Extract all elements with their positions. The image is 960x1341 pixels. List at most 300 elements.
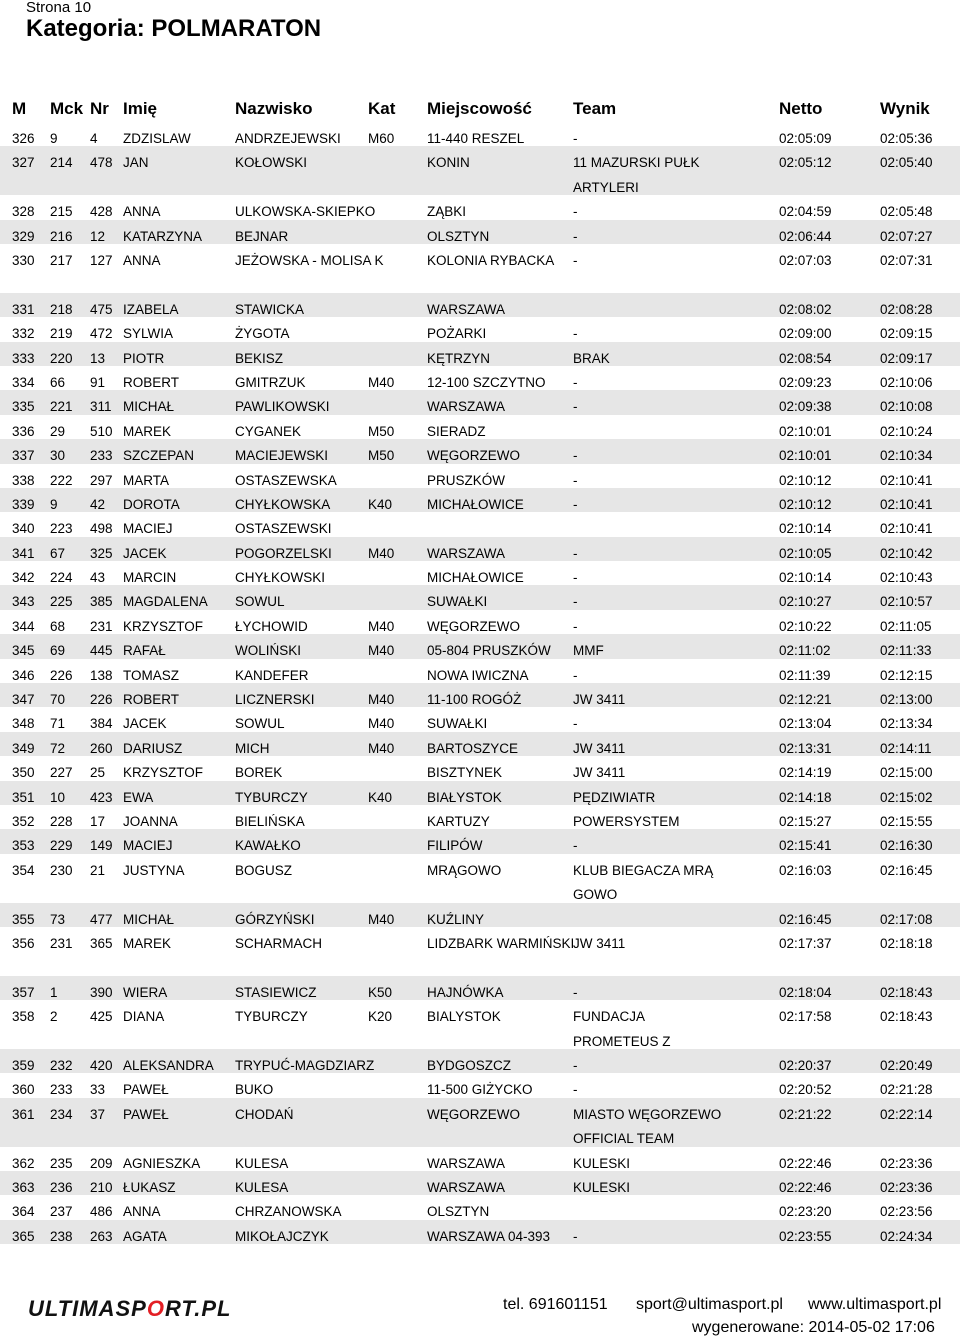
cell-wynik: 02:21:28 [880, 1082, 933, 1098]
cell-team: JW 3411 [573, 935, 626, 951]
cell-miejscowosc: BISZTYNEK [427, 765, 503, 781]
cell-m: 354 [12, 862, 35, 878]
cell-imie: KRZYSZTOF [123, 618, 204, 634]
table-row [0, 293, 960, 317]
cell-team: - [573, 228, 578, 244]
cell-mck: 228 [50, 813, 73, 829]
cell-wynik: 02:18:43 [880, 1009, 933, 1025]
table-row [0, 464, 960, 488]
cell-nr: 127 [90, 252, 113, 268]
cell-netto: 02:15:41 [779, 838, 832, 854]
cell-miejscowosc: 11-500 GIŻYCKO [427, 1082, 533, 1098]
cell-mck: 220 [50, 350, 73, 366]
cell-miejscowosc: BIALYSTOK [427, 1009, 501, 1025]
cell-imie: AGNIESZKA [123, 1155, 201, 1171]
cell-imie: MICHAŁ [123, 911, 175, 927]
cell-wynik: 02:10:24 [880, 423, 933, 439]
cell-nazwisko: BOGUSZ [235, 862, 293, 878]
cell-netto: 02:09:23 [779, 374, 832, 390]
cell-wynik: 02:18:43 [880, 984, 933, 1000]
cell-wynik: 02:08:28 [880, 301, 933, 317]
table-row [0, 1220, 960, 1244]
cell-miejscowosc: BARTOSZYCE [427, 740, 519, 756]
cell-wynik: 02:11:33 [880, 643, 932, 659]
cell-netto: 02:20:37 [779, 1057, 832, 1073]
cell-imie: ROBERT [123, 374, 180, 390]
cell-imie: DOROTA [123, 496, 180, 512]
cell-miejscowosc: MICHAŁOWICE [427, 496, 524, 512]
ultimasport-logo: ULTIMASPORT.PL [28, 1296, 232, 1321]
cell-kat: M50 [368, 448, 395, 464]
cell-nazwisko: LICZNERSKI [235, 692, 315, 708]
col-header-netto: Netto [779, 99, 823, 118]
cell-wynik: 02:10:41 [880, 496, 933, 512]
cell-m: 339 [12, 496, 35, 512]
cell-nr: 263 [90, 1228, 113, 1244]
cell-imie: MICHAŁ [123, 399, 175, 415]
cell-wynik: 02:10:06 [880, 374, 933, 390]
cell-m: 359 [12, 1057, 35, 1073]
cell-netto: 02:09:00 [779, 326, 832, 342]
cell-miejscowosc: POŻARKI [427, 326, 487, 342]
cell-miejscowosc: 11-440 RESZEL [427, 131, 525, 146]
cell-nazwisko: BIELIŃSKA [235, 813, 305, 829]
cell-nr: 478 [90, 155, 113, 171]
cell-nr: 498 [90, 521, 113, 537]
table-row [0, 244, 960, 293]
cell-netto: 02:04:59 [779, 204, 832, 220]
cell-mck: 68 [50, 618, 66, 634]
cell-nr: 149 [90, 838, 113, 854]
cell-team: MIASTO WĘGORZEWO OFFICIAL TEAM [573, 1106, 722, 1147]
cell-m: 333 [12, 350, 35, 366]
page-number: Strona 10 [26, 0, 92, 16]
col-header-kat: Kat [368, 99, 396, 118]
cell-imie: MAREK [123, 423, 172, 439]
cell-imie: JACEK [123, 716, 167, 732]
cell-team: FUNDACJA PROMETEUS Z [573, 1009, 671, 1049]
table-row [0, 488, 960, 512]
cell-wynik: 02:20:49 [880, 1057, 933, 1073]
cell-netto: 02:10:14 [779, 521, 832, 537]
cell-team: JW 3411 [573, 765, 626, 781]
cell-netto: 02:13:04 [779, 716, 832, 732]
cell-nazwisko: TYBURCZY [235, 1009, 308, 1025]
cell-miejscowosc: BIAŁYSTOK [427, 789, 502, 805]
cell-mck: 235 [50, 1155, 73, 1171]
cell-team: 11 MAZURSKI PUŁK ARTYLERI [573, 155, 700, 195]
cell-wynik: 02:07:27 [880, 228, 933, 244]
cell-m: 337 [12, 448, 35, 464]
cell-mck: 217 [50, 252, 73, 268]
cell-imie: PAWEŁ [123, 1106, 169, 1122]
cell-nazwisko: CYGANEK [235, 423, 302, 439]
cell-mck: 231 [50, 935, 73, 951]
cell-netto: 02:10:12 [779, 496, 832, 512]
cell-imie: JACEK [123, 545, 167, 561]
cell-mck: 238 [50, 1228, 73, 1244]
results-table [0, 122, 960, 1244]
cell-wynik: 02:23:56 [880, 1204, 933, 1220]
cell-m: 364 [12, 1204, 35, 1220]
page-title: Kategoria: POLMARATON [26, 15, 322, 42]
cell-netto: 02:06:44 [779, 228, 832, 244]
website-link[interactable]: www.ultimasport.pl [808, 1296, 942, 1313]
table-row [0, 122, 960, 146]
cell-miejscowosc: WARSZAWA [427, 301, 505, 317]
col-header-m: M [12, 99, 27, 118]
cell-mck: 233 [50, 1082, 73, 1098]
cell-netto: 02:10:27 [779, 594, 832, 610]
cell-imie: KATARZYNA [123, 228, 203, 244]
cell-imie: ANNA [123, 1204, 161, 1220]
cell-miejscowosc: FILIPÓW [427, 838, 483, 854]
cell-mck: 69 [50, 643, 66, 659]
cell-m: 331 [12, 301, 35, 317]
cell-kat: M40 [368, 545, 395, 561]
cell-netto: 02:14:19 [779, 765, 832, 781]
cell-wynik: 02:13:34 [880, 716, 933, 732]
cell-mck: 227 [50, 765, 73, 781]
cell-mck: 2 [50, 1009, 58, 1025]
cell-nazwisko: KAWAŁKO [235, 838, 301, 854]
phone-text: tel. 691601151 [503, 1296, 608, 1313]
table-row [0, 927, 960, 976]
cell-m: 357 [12, 984, 35, 1000]
cell-mck: 230 [50, 862, 73, 878]
cell-team: - [573, 448, 578, 464]
cell-nr: 475 [90, 301, 113, 317]
cell-wynik: 02:23:36 [880, 1179, 933, 1195]
cell-mck: 215 [50, 204, 73, 220]
cell-nr: 385 [90, 594, 113, 610]
cell-nazwisko: CHYŁKOWSKI [235, 570, 326, 586]
cell-m: 363 [12, 1179, 35, 1195]
cell-imie: IZABELA [123, 301, 179, 317]
cell-netto: 02:21:22 [779, 1106, 832, 1122]
cell-nr: 138 [90, 667, 113, 683]
cell-m: 362 [12, 1155, 35, 1171]
table-row [0, 903, 960, 927]
cell-imie: MACIEJ [123, 838, 173, 854]
cell-nazwisko: ULKOWSKA-SKIEPKO [235, 204, 376, 220]
cell-imie: JOANNA [123, 813, 178, 829]
cell-nazwisko: BOREK [235, 765, 283, 781]
cell-mck: 224 [50, 570, 73, 586]
cell-miejscowosc: WARSZAWA [427, 1155, 505, 1171]
cell-m: 345 [12, 643, 35, 659]
cell-imie: EWA [123, 789, 154, 805]
cell-netto: 02:11:39 [779, 667, 831, 683]
cell-miejscowosc: KOLONIA RYBACKA [427, 252, 555, 268]
cell-mck: 10 [50, 789, 66, 805]
cell-miejscowosc: KĘTRZYN [427, 350, 491, 366]
cell-netto: 02:16:45 [779, 911, 832, 927]
cell-miejscowosc: WARSZAWA [427, 545, 505, 561]
cell-imie: ANNA [123, 252, 161, 268]
table-row [0, 1000, 960, 1049]
cell-m: 358 [12, 1009, 35, 1025]
cell-netto: 02:18:04 [779, 984, 832, 1000]
cell-nazwisko: KOŁOWSKI [235, 155, 308, 171]
cell-imie: WIERA [123, 984, 168, 1000]
table-row [0, 537, 960, 561]
cell-m: 328 [12, 204, 35, 220]
cell-wynik: 02:14:11 [880, 740, 932, 756]
cell-team: - [573, 326, 578, 342]
cell-mck: 222 [50, 472, 73, 488]
cell-m: 341 [12, 545, 35, 561]
cell-nazwisko: CHYŁKOWSKA [235, 496, 331, 512]
cell-miejscowosc: KUŹLINY [427, 911, 485, 927]
table-row [0, 512, 960, 536]
cell-nr: 420 [90, 1057, 113, 1073]
cell-mck: 236 [50, 1179, 73, 1195]
cell-team: BRAK [573, 350, 610, 366]
table-row [0, 561, 960, 585]
cell-netto: 02:10:01 [779, 448, 832, 464]
cell-nazwisko: GÓRZYŃSKI [235, 911, 315, 927]
cell-wynik: 02:05:40 [880, 155, 933, 171]
cell-miejscowosc: OLSZTYN [427, 1204, 490, 1220]
cell-netto: 02:14:18 [779, 789, 832, 805]
cell-mck: 234 [50, 1106, 73, 1122]
cell-netto: 02:13:31 [779, 740, 832, 756]
cell-m: 344 [12, 618, 35, 634]
cell-wynik: 02:09:15 [880, 326, 933, 342]
cell-netto: 02:05:12 [779, 155, 832, 171]
cell-team: KLUB BIEGACZA MRĄ GOWO [573, 862, 714, 903]
cell-wynik: 02:22:14 [880, 1106, 933, 1122]
cell-team: - [573, 667, 578, 683]
cell-mck: 218 [50, 301, 73, 317]
cell-imie: SYLWIA [123, 326, 174, 342]
cell-kat: K20 [368, 1009, 393, 1025]
cell-m: 334 [12, 374, 35, 390]
cell-miejscowosc: WĘGORZEWO [427, 1106, 520, 1122]
cell-miejscowosc: SIERADZ [427, 423, 486, 439]
cell-mck: 29 [50, 423, 66, 439]
table-row [0, 1098, 960, 1147]
cell-imie: ŁUKASZ [123, 1179, 176, 1195]
cell-netto: 02:10:12 [779, 472, 832, 488]
cell-mck: 226 [50, 667, 73, 683]
cell-nazwisko: OSTASZEWSKA [235, 472, 337, 488]
cell-miejscowosc: HAJNÓWKA [427, 984, 504, 1000]
cell-imie: ANNA [123, 204, 161, 220]
cell-imie: ALEKSANDRA [123, 1057, 214, 1073]
cell-team: - [573, 399, 578, 415]
cell-miejscowosc: ZĄBKI [427, 204, 467, 220]
table-row [0, 707, 960, 731]
cell-kat: M40 [368, 911, 395, 927]
cell-nr: 445 [90, 643, 113, 659]
cell-mck: 229 [50, 838, 73, 854]
cell-nr: 365 [90, 935, 113, 951]
cell-nr: 510 [90, 423, 113, 439]
cell-mck: 9 [50, 496, 58, 512]
cell-mck: 219 [50, 326, 73, 342]
cell-nr: 43 [90, 570, 106, 586]
table-row [0, 829, 960, 853]
table-row [0, 220, 960, 244]
table-row [0, 1049, 960, 1073]
cell-miejscowosc: SUWAŁKI [427, 594, 488, 610]
table-row [0, 683, 960, 707]
email-link[interactable]: sport@ultimasport.pl [636, 1296, 783, 1313]
col-header-nazwisko: Nazwisko [235, 99, 313, 118]
cell-nr: 472 [90, 326, 113, 342]
cell-kat: M40 [368, 643, 395, 659]
cell-netto: 02:10:14 [779, 570, 832, 586]
cell-mck: 70 [50, 692, 66, 708]
cell-wynik: 02:17:08 [880, 911, 933, 927]
cell-nazwisko: GMITRZUK [235, 374, 306, 390]
cell-miejscowosc: SUWAŁKI [427, 716, 488, 732]
cell-m: 338 [12, 472, 35, 488]
cell-imie: MACIEJ [123, 521, 173, 537]
cell-nr: 325 [90, 545, 113, 561]
cell-mck: 232 [50, 1057, 73, 1073]
cell-nazwisko: BUKO [235, 1082, 274, 1098]
cell-team: - [573, 570, 578, 586]
col-header-mck: Mck [50, 99, 84, 118]
cell-netto: 02:08:02 [779, 301, 832, 317]
cell-m: 343 [12, 594, 35, 610]
cell-netto: 02:16:03 [779, 862, 832, 878]
cell-nazwisko: KULESA [235, 1179, 289, 1195]
cell-imie: SZCZEPAN [123, 448, 195, 464]
cell-netto: 02:08:54 [779, 350, 832, 366]
table-row [0, 756, 960, 780]
cell-nazwisko: BEJNAR [235, 228, 289, 244]
cell-m: 347 [12, 692, 35, 708]
cell-m: 365 [12, 1228, 35, 1244]
cell-nr: 233 [90, 448, 113, 464]
cell-wynik: 02:15:00 [880, 765, 933, 781]
cell-imie: DIANA [123, 1009, 165, 1025]
cell-miejscowosc: 12-100 SZCZYTNO [427, 374, 546, 390]
cell-kat: M40 [368, 374, 395, 390]
cell-kat: M40 [368, 618, 395, 634]
cell-wynik: 02:15:55 [880, 813, 933, 829]
col-header-imie: Imię [123, 99, 158, 118]
cell-nazwisko: SCHARMACH [235, 935, 323, 951]
cell-team: - [573, 131, 578, 146]
cell-netto: 02:11:02 [779, 643, 831, 659]
cell-imie: MAGDALENA [123, 594, 208, 610]
cell-imie: PIOTR [123, 350, 165, 366]
cell-mck: 66 [50, 374, 66, 390]
cell-netto: 02:23:20 [779, 1204, 832, 1220]
cell-nr: 25 [90, 765, 106, 781]
cell-m: 329 [12, 228, 35, 244]
table-row [0, 634, 960, 658]
cell-nazwisko: ŻYGOTA [235, 326, 290, 342]
cell-team: MMF [573, 643, 604, 659]
cell-team: - [573, 496, 578, 512]
cell-kat: M60 [368, 131, 395, 146]
cell-kat: M50 [368, 423, 395, 439]
cell-m: 342 [12, 570, 35, 586]
cell-netto: 02:05:09 [779, 131, 832, 146]
cell-netto: 02:07:03 [779, 252, 832, 268]
cell-imie: DARIUSZ [123, 740, 183, 756]
table-row [0, 1171, 960, 1195]
cell-nr: 37 [90, 1106, 106, 1122]
cell-netto: 02:10:05 [779, 545, 832, 561]
cell-nazwisko: STASIEWICZ [235, 984, 317, 1000]
cell-m: 355 [12, 911, 35, 927]
cell-team: POWERSYSTEM [573, 813, 680, 829]
table-row [0, 659, 960, 683]
cell-mck: 225 [50, 594, 73, 610]
cell-team: - [573, 1228, 578, 1244]
table-row [0, 146, 960, 195]
cell-nr: 21 [90, 862, 106, 878]
cell-imie: MARCIN [123, 570, 177, 586]
cell-netto: 02:09:38 [779, 399, 832, 415]
cell-mck: 216 [50, 228, 73, 244]
cell-imie: KRZYSZTOF [123, 765, 204, 781]
table-row [0, 366, 960, 390]
cell-wynik: 02:10:43 [880, 570, 933, 586]
cell-nr: 477 [90, 911, 113, 927]
cell-kat: M40 [368, 716, 395, 732]
col-header-wynik: Wynik [880, 99, 930, 118]
cell-m: 356 [12, 935, 35, 951]
cell-imie: RAFAŁ [123, 643, 166, 659]
cell-nazwisko: SOWUL [235, 594, 285, 610]
table-row [0, 805, 960, 829]
cell-nazwisko: OSTASZEWSKI [235, 521, 332, 537]
cell-wynik: 02:09:17 [880, 350, 933, 366]
cell-team: - [573, 545, 578, 561]
cell-wynik: 02:16:45 [880, 862, 933, 878]
cell-miejscowosc: PRUSZKÓW [427, 472, 506, 488]
table-row [0, 390, 960, 414]
cell-m: 335 [12, 399, 35, 415]
cell-miejscowosc: KARTUZY [427, 813, 490, 829]
cell-team: JW 3411 [573, 740, 626, 756]
cell-m: 353 [12, 838, 35, 854]
cell-m: 361 [12, 1106, 35, 1122]
cell-mck: 214 [50, 155, 73, 171]
cell-team: - [573, 472, 578, 488]
cell-nr: 13 [90, 350, 106, 366]
table-row [0, 439, 960, 463]
cell-netto: 02:20:52 [779, 1082, 832, 1098]
cell-team: - [573, 594, 578, 610]
cell-nr: 210 [90, 1179, 113, 1195]
cell-mck: 221 [50, 399, 73, 415]
cell-m: 351 [12, 789, 35, 805]
cell-netto: 02:23:55 [779, 1228, 832, 1244]
cell-wynik: 02:23:36 [880, 1155, 933, 1171]
cell-netto: 02:22:46 [779, 1179, 832, 1195]
cell-imie: JUSTYNA [123, 862, 185, 878]
cell-miejscowosc: NOWA IWICZNA [427, 667, 529, 683]
table-row [0, 342, 960, 366]
cell-nr: 428 [90, 204, 113, 220]
cell-miejscowosc: MICHAŁOWICE [427, 570, 524, 586]
cell-imie: PAWEŁ [123, 1082, 169, 1098]
cell-kat: K40 [368, 789, 393, 805]
cell-nazwisko: ANDRZEJEWSKI [235, 131, 341, 146]
cell-nr: 226 [90, 692, 113, 708]
cell-m: 326 [12, 131, 35, 146]
cell-nazwisko: SOWUL [235, 716, 285, 732]
